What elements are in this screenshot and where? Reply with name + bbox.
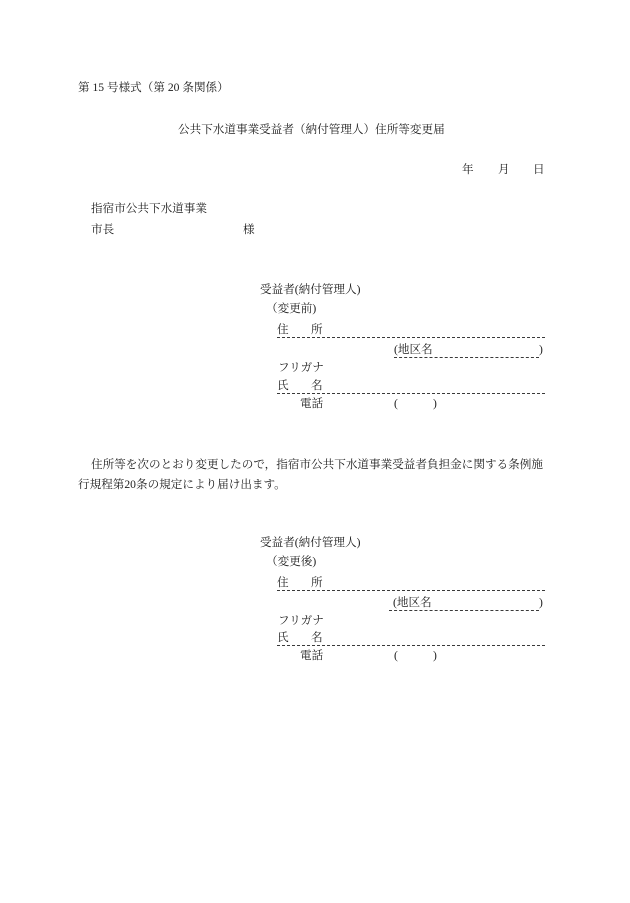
address-label-first: 住 [277,576,289,589]
name-field [277,379,545,394]
name-label-first: 氏 [277,379,289,392]
change-after-label: （変更後) [266,555,317,568]
name-label-first: 氏 [277,631,289,644]
district-field [394,343,539,358]
address-field [277,576,545,591]
district-label: (地区名 [393,596,432,609]
change-before-label: （変更前) [266,302,317,315]
phone-label: 電話 [300,649,324,662]
statement-line-2: 行規程第20条の規定により届け出ます。 [78,478,286,491]
phone-close-paren: ) [433,649,437,662]
phone-label: 電話 [300,397,324,410]
phone-open-paren: ( [394,649,398,662]
applicant-heading: 受益者(納付管理人) [260,536,361,549]
addressee-honorific: 様 [243,223,255,236]
date-month-label: 月 [498,163,510,176]
name-field [277,631,545,646]
district-field [389,596,539,611]
name-label-second: 名 [311,379,323,392]
phone-close-paren: ) [433,397,437,410]
address-label-second: 所 [311,576,323,589]
address-label-second: 所 [311,323,323,336]
addressee-mayor: 市長 [91,223,115,236]
statement-line-1: 住所等を次のとおり変更したので，指宿市公共下水道事業受益者負担金に関する条例施 [91,458,543,471]
applicant-heading: 受益者(納付管理人) [260,283,361,296]
furigana-label: フリガナ [278,361,324,374]
form-number-label: 第 15 号様式（第 20 条関係） [78,81,229,94]
form-title: 公共下水道事業受益者（納付管理人）住所等変更届 [178,123,445,136]
date-year-label: 年 [462,163,474,176]
address-label-first: 住 [277,323,289,336]
phone-open-paren: ( [394,397,398,410]
district-label: (地区名 [394,343,433,356]
district-close-paren: ) [539,343,543,356]
name-label-second: 名 [311,631,323,644]
date-day-label: 日 [533,163,545,176]
applicant-after-section [0,536,630,666]
address-field [277,323,545,338]
applicant-before-section [0,283,630,413]
furigana-label: フリガナ [278,614,324,627]
addressee-organization: 指宿市公共下水道事業 [91,202,207,215]
district-close-paren: ) [539,596,543,609]
